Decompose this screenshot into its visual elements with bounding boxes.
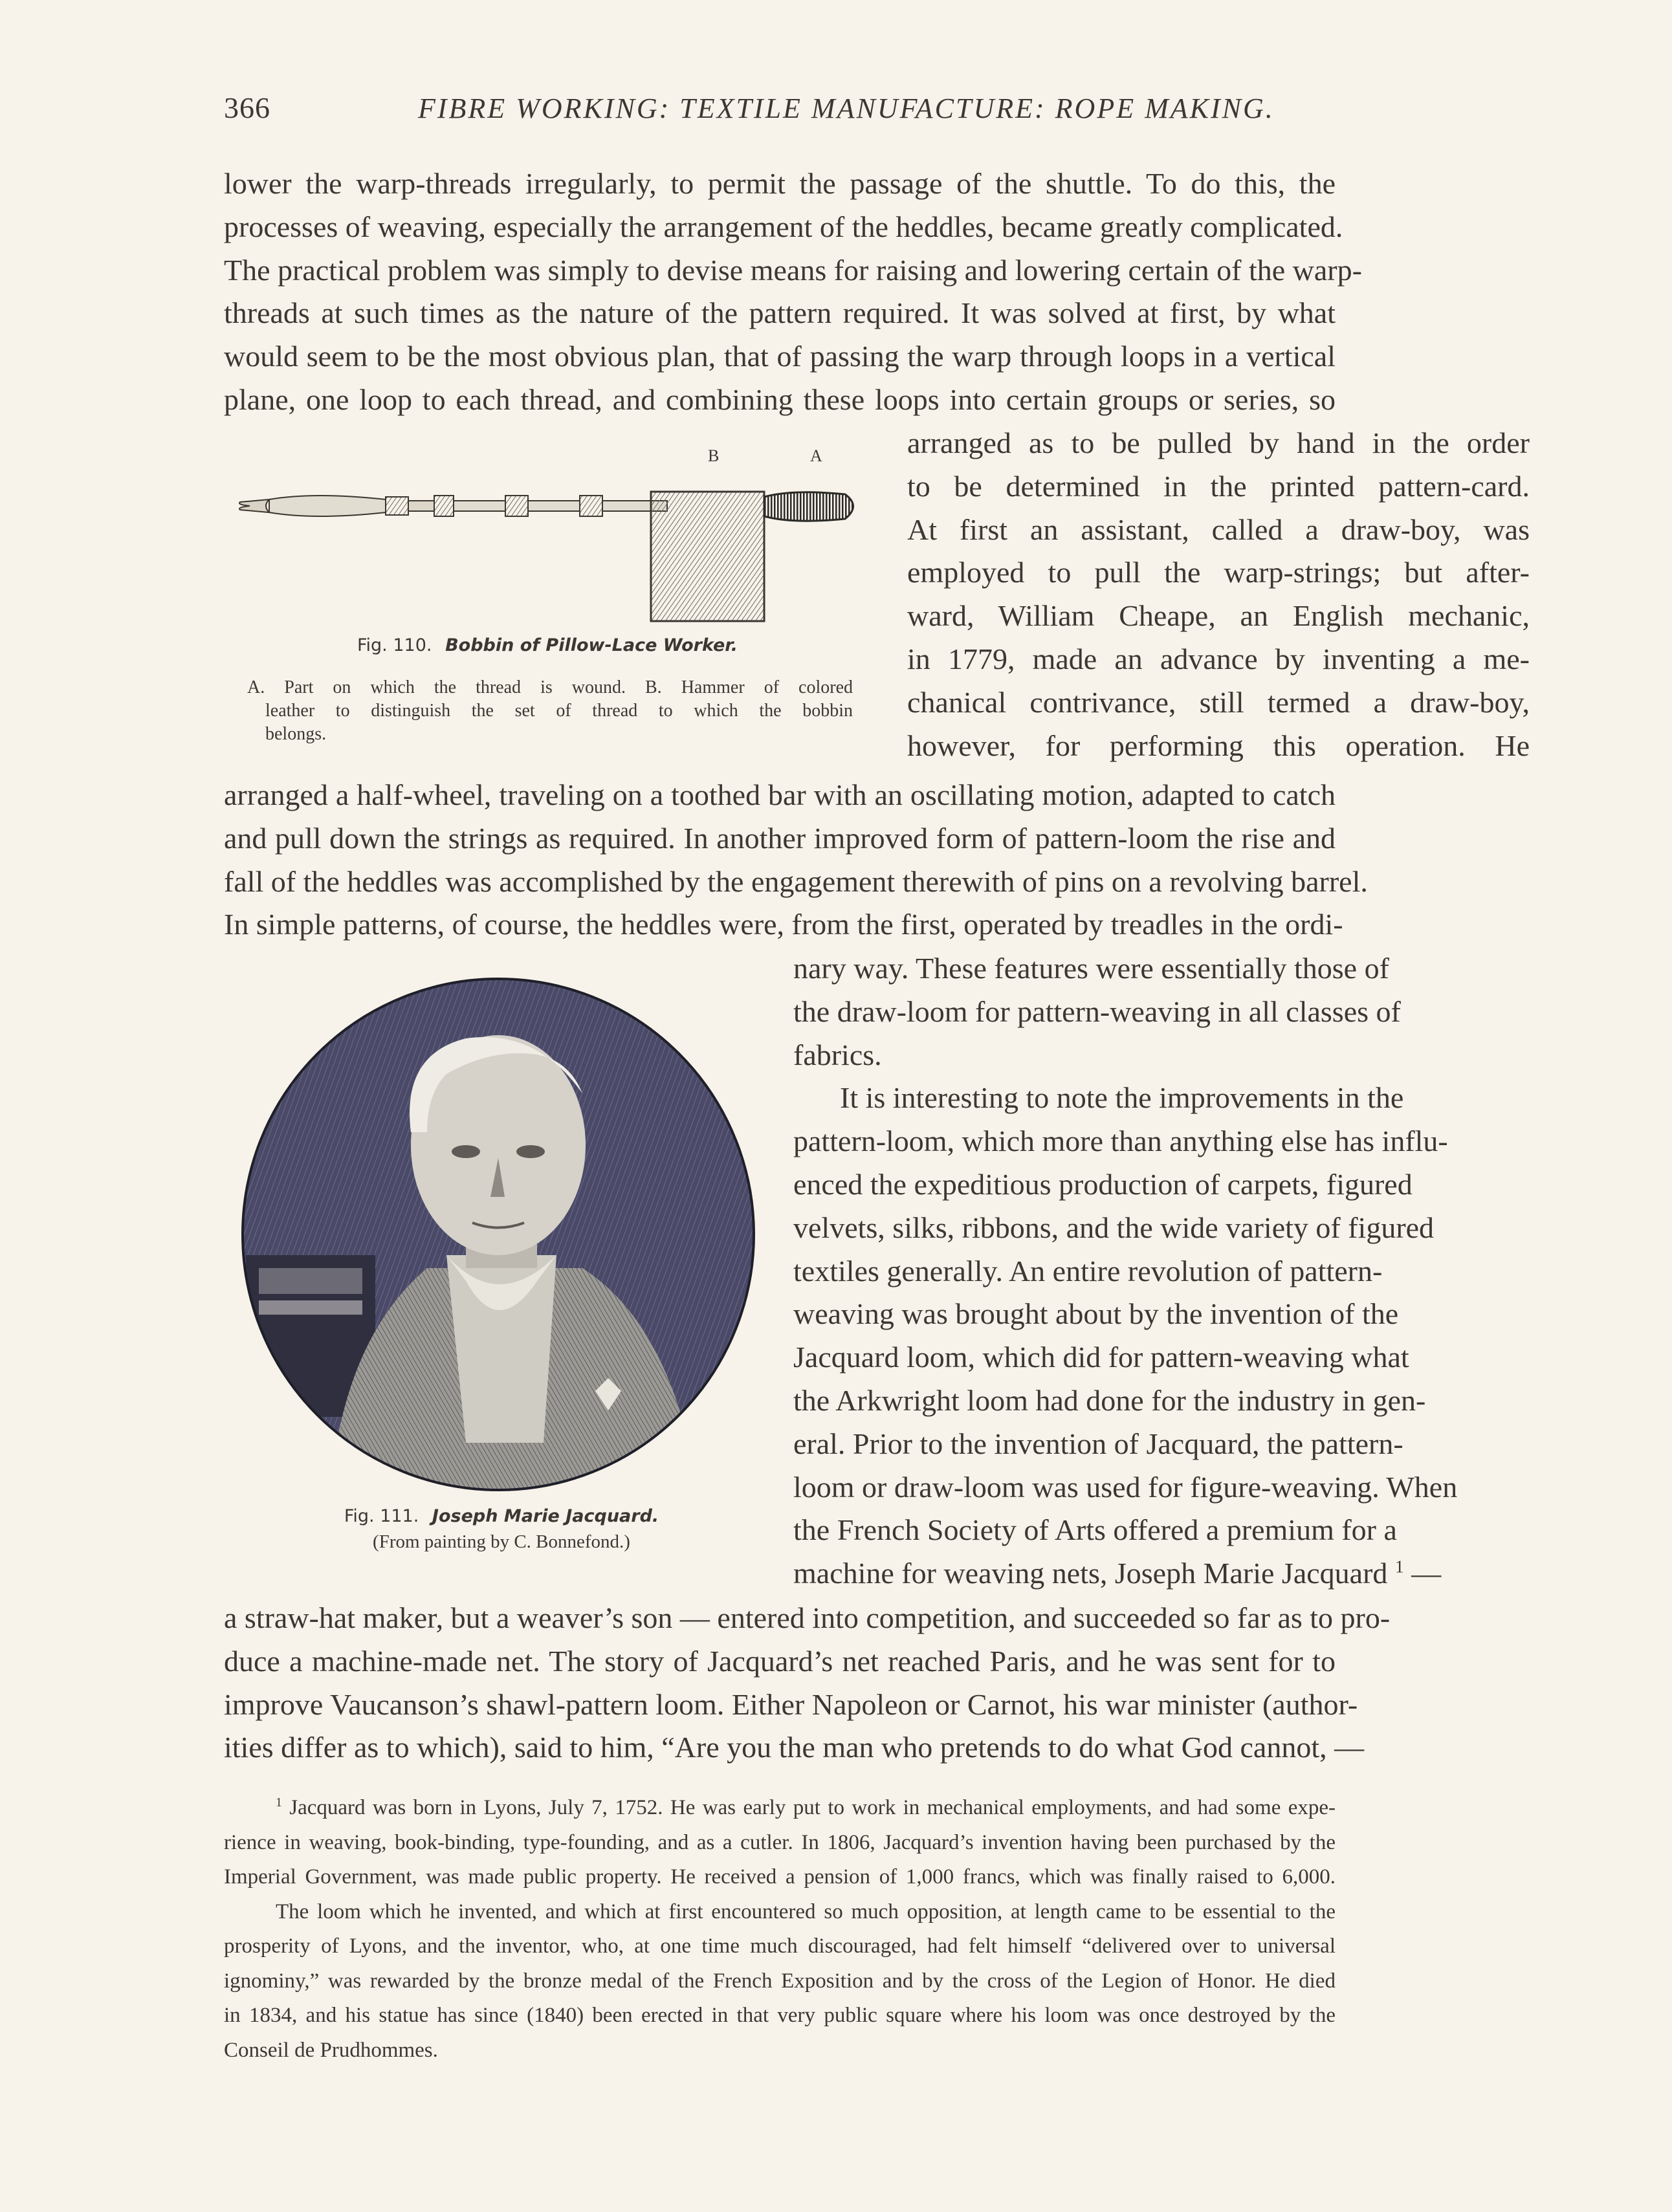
- text-line: nary way. These features were essentially those of: [793, 952, 1389, 985]
- figure-110-title: Bobbin of Pillow-Lace Worker.: [445, 635, 738, 655]
- text-line: the draw-loom for pattern-weaving in all classes of: [793, 994, 1401, 1028]
- footnote-line: ignominy,” was rewarded by the bronze medal of the French Exposition and by the cross of the Legion of Honor. He died: [224, 1969, 1336, 1993]
- label-a: A: [810, 446, 822, 465]
- footnote-line: $^1$ Jacquard was born in Lyons, July 7, 1752. He was early put to work in mechanical employments, and had some expe-: [276, 1795, 1336, 1819]
- figure-110-number: Fig. 110.: [357, 635, 432, 655]
- text-line: At first an assistant, called a draw-boy, was: [907, 512, 1530, 546]
- text-line: ities differ as to which), said to him, “Are you the man who pretends to do what God cannot, —: [224, 1731, 1365, 1764]
- text-line: improve Vaucanson’s shawl-pattern loom. Either Napoleon or Carnot, his war minister (author-: [224, 1687, 1358, 1721]
- text-line: weaving was brought about by the invention of the: [793, 1297, 1399, 1331]
- text-line: to be determined in the printed pattern-card.: [907, 469, 1530, 503]
- text-line: fabrics.: [793, 1038, 882, 1071]
- figure-111-number: Fig. 111.: [344, 1506, 419, 1526]
- text-line: duce a machine-made net. The story of Jacquard’s net reached Paris, and he was sent for to: [224, 1644, 1336, 1678]
- text-line: chanical contrivance, still termed a draw-boy,: [907, 685, 1530, 719]
- caption-line: A. Part on which the thread is wound. B. Hammer of colored: [247, 677, 853, 697]
- footnote-line: in 1834, and his statue has since (1840) been erected in that very public square where his loom was once destroyed by the: [224, 2004, 1336, 2027]
- text-line: threads at such times as the nature of the pattern required. It was solved at first, by what: [224, 296, 1336, 330]
- figure-110: [224, 427, 864, 763]
- body-text-bottom: [224, 1597, 1391, 1769]
- footnote-line: Imperial Government, was made public property. He received a pension of 1,000 francs, which was finally raised to 6,000.: [224, 1865, 1336, 1889]
- text-line: the French Society of Arts offered a premium for a: [793, 1513, 1397, 1547]
- text-line: plane, one loop to each thread, and combining these loops into certain groups or series, so: [224, 382, 1336, 416]
- body-text-top: [224, 162, 1362, 422]
- figure-111-caption: [233, 1506, 770, 1553]
- text-line: pattern-loom, which more than anything else has influ-: [793, 1124, 1448, 1158]
- text-line: arranged a half-wheel, traveling on a toothed bar with an oscillating motion, adapted to catch: [224, 778, 1336, 811]
- text-line: velvets, silks, ribbons, and the wide variety of figured: [793, 1210, 1435, 1244]
- text-line: arranged as to be pulled by hand in the order: [907, 426, 1530, 459]
- text-line: It is interesting to note the improvements in the: [840, 1081, 1404, 1115]
- jacquard-portrait: [233, 977, 770, 1495]
- text-line: Jacquard loom, which did for pattern-weaving what: [793, 1341, 1409, 1374]
- footnote-line: rience in weaving, book-binding, type-founding, and as a cutler. In 1806, Jacquard’s invention having been purchased by the: [224, 1830, 1336, 1854]
- label-b: B: [708, 446, 720, 465]
- footnote-line: Conseil de Prudhommes.: [224, 2038, 438, 2062]
- text-line: textiles generally. An entire revolution of pattern-: [793, 1254, 1383, 1287]
- caption-line: belongs.: [265, 724, 327, 744]
- text-line: however, for performing this operation. He: [907, 728, 1530, 762]
- figure-110-caption: [243, 635, 852, 655]
- page-number: 366: [224, 91, 270, 124]
- body-text-right-2: [793, 947, 1458, 1595]
- text-line: In simple patterns, of course, the heddles were, from the first, operated by treadles in the ordi-: [224, 908, 1343, 941]
- running-head: [224, 91, 1337, 136]
- caption-line: leather to distinguish the set of thread to which the bobbin: [265, 701, 853, 721]
- figure-111-title: Joseph Marie Jacquard.: [432, 1506, 659, 1526]
- figure-111: [233, 977, 770, 1585]
- footnote-ref: 1: [1394, 1556, 1404, 1577]
- footnote-line: The loom which he invented, and which at first encountered so much opposition, at length came to be essential to the: [276, 1900, 1336, 1923]
- text-line: would seem to be the most obvious plan, that of passing the warp through loops in a vertical: [224, 340, 1336, 373]
- text-line: The practical problem was simply to devise means for raising and lowering certain of the warp-: [224, 253, 1362, 287]
- footnote-marker: 1: [276, 1795, 282, 1810]
- text-line: fall of the heddles was accomplished by the engagement therewith of pins on a revolving barrel.: [224, 864, 1368, 898]
- body-text-right-1: [907, 422, 1530, 767]
- text-line: ward, William Cheape, an English mechanic,: [907, 599, 1530, 633]
- text-line: the Arkwright loom had done for the industry in gen-: [793, 1383, 1426, 1417]
- text-line: lower the warp-threads irregularly, to permit the passage of the shuttle. To do this, the: [224, 167, 1336, 200]
- text-line: eral. Prior to the invention of Jacquard, the pattern-: [793, 1427, 1403, 1460]
- text-line: in 1779, made an advance by inventing a me-: [907, 642, 1530, 675]
- text-line: machine for weaving nets, Joseph Marie Jacquard $^1$ —: [793, 1556, 1442, 1590]
- figure-111-credit: (From painting by C. Bonnefond.): [373, 1531, 630, 1552]
- text-line: enced the expeditious production of carpets, figured: [793, 1167, 1413, 1201]
- body-text-middle: [224, 774, 1368, 947]
- text-line: loom or draw-loom was used for figure-weaving. When: [793, 1470, 1458, 1504]
- figure-110-legend: [247, 676, 853, 746]
- text-line: processes of weaving, especially the arrangement of the heddles, became greatly complicated.: [224, 210, 1343, 243]
- footnotes: [224, 1791, 1336, 2068]
- footnote-line: prosperity of Lyons, and the inventor, who, at one time much discouraged, had felt himself “delivered over to universal: [224, 1934, 1336, 1958]
- text-line: and pull down the strings as required. In another improved form of pattern-loom the rise and: [224, 821, 1336, 855]
- running-title: FIBRE WORKING: TEXTILE MANUFACTURE: ROPE MAKING.: [418, 93, 1275, 124]
- text-line: a straw-hat maker, but a weaver’s son — entered into competition, and succeeded so far as to pro-: [224, 1601, 1391, 1634]
- text-line: employed to pull the warp-strings; but after-: [907, 556, 1530, 589]
